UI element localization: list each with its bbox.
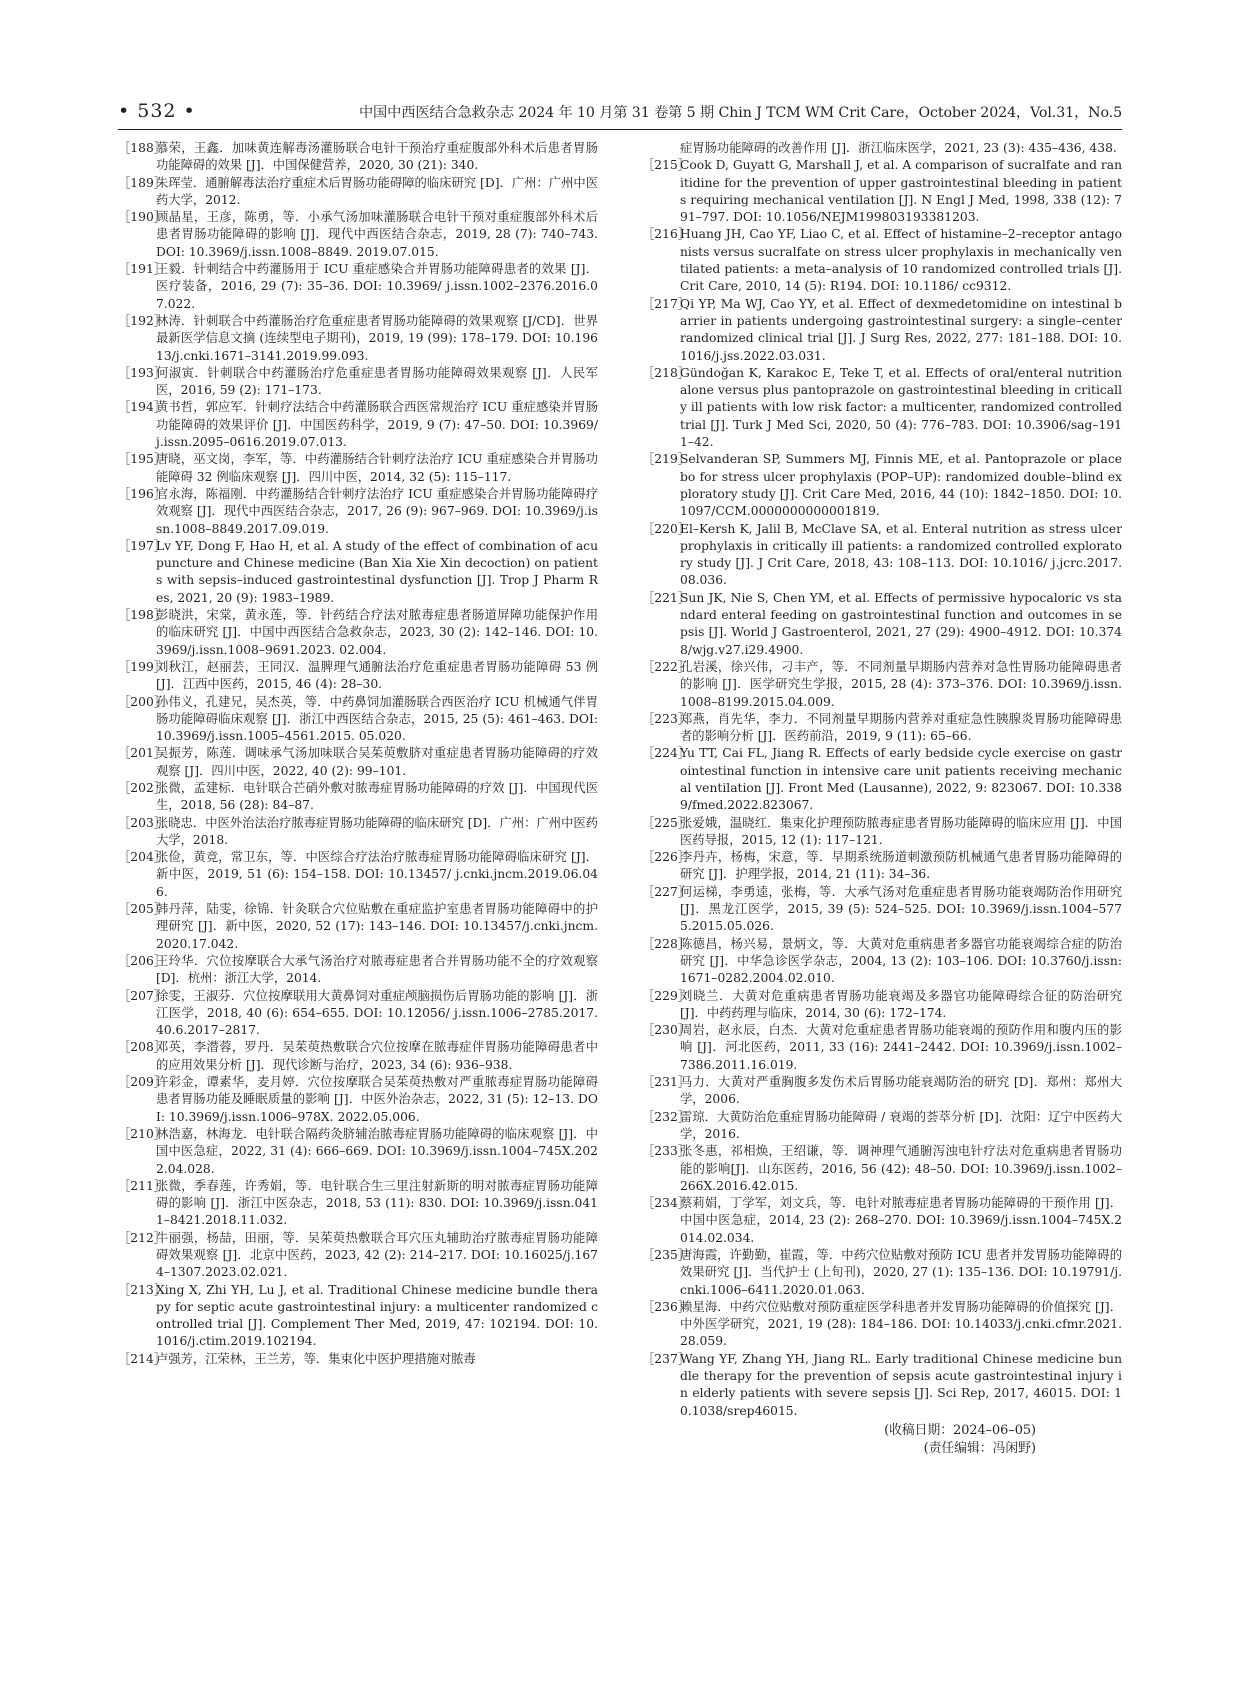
reference-item: [118, 988, 598, 1040]
reference-number: ［191］: [118, 262, 167, 277]
reference-text: 黄书哲，郭应军．针刺疗法结合中药灌肠联合西医常规治疗 ICU 重症感染并胃肠功能障碍的效果评价 [J]．中国医药科学，2019, 9 (7): 47–50. DOI: 10.3969/j.issn.2095–0616.2019.07.013.: [156, 400, 598, 450]
reference-text: 陈德昌，杨兴易，景炳文，等．大黄对危重病患者多器官功能衰竭综合症的防治研究 [J]．中华急诊医学杂志，2004, 13 (2): 103–106. DOI: 10.3760/j.issn:1671–0282.2004.02.010.: [680, 936, 1122, 986]
reference-number: ［214］: [118, 1351, 167, 1366]
reference-text: 王玲华．穴位按摩联合大承气汤治疗对脓毒症患者合并胃肠功能不全的疗效观察 [D]．杭州：浙江大学，2014.: [156, 953, 598, 986]
reference-item: [642, 365, 1122, 451]
reference-number: ［229］: [642, 988, 691, 1003]
reference-text: 彭晓洪，宋棠，黄永莲，等．针药结合疗法对脓毒症患者肠道屏障功能保护作用的临床研究 [J]．中国中西医结合急救杂志，2023, 30 (2): 142–146. DOI: 10.3969/j.issn.1008–9691.2023. 02.004.: [156, 608, 598, 657]
reference-number: ［188］: [118, 141, 167, 155]
reference-item: [118, 365, 598, 400]
reference-number: ［205］: [118, 902, 167, 917]
reference-text: 李丹卉，杨梅，宋意，等．早期系统肠道刺激预防机械通气患者胃肠功能障碍的研究 [J]．护理学报，2014, 21 (11): 34–36.: [680, 850, 1122, 882]
reference-number: ［202］: [118, 780, 167, 795]
reference-item: [642, 711, 1122, 746]
reference-text: 刘晓兰．大黄对危重病患者胃肠功能衰竭及多器官功能障碍综合征的防治研究 [J]．中药药理与临床，2014, 30 (6): 172–174.: [680, 988, 1122, 1020]
reference-item: [118, 538, 598, 607]
reference-item: [642, 849, 1122, 884]
reference-text: 顾晶星，王彦，陈勇，等．小承气汤加味灌肠联合电针干预对重症腹部外科术后患者胃肠功能障碍的影响 [J]．现代中西医结合杂志，2019, 28 (7): 740–743. DOI: 10.3969/j.issn.1008–8849. 2019.07.015.: [156, 210, 598, 259]
reference-number: ［207］: [118, 988, 167, 1003]
reference-text: 张微，季春莲，许秀娟，等．电针联合生三里注射新斯的明对脓毒症胃肠功能障碍的影响 [J]．浙江中医杂志，2018, 53 (11): 830. DOI: 10.3969/j.issn.0411–8421.2018.11.032.: [156, 1178, 598, 1228]
reference-list-right: [642, 157, 1122, 1420]
reference-text: 唐晓，巫文岗，李军，等．中药灌肠结合针刺疗法治疗 ICU 重症感染合并胃肠功能障碍 32 例临床观察 [J]．四川中医，2014, 32 (5): 115–117.: [156, 452, 598, 484]
reference-number: ［199］: [118, 659, 167, 674]
reference-text: 朱珲莹．通腑解毒法治疗重症术后胃肠功能碍障的临床研究 [D]．广州：广州中医药大学，2012.: [156, 175, 598, 207]
reference-number: ［196］: [118, 486, 167, 501]
reference-number: ［216］: [642, 227, 691, 242]
reference-text: 郑燕，肖先华，李力．不同剂量早期肠内营养对重症急性胰腺炎胃肠功能障碍患者的影响分析 [J]．医药前沿，2019, 9 (11): 65–66.: [680, 711, 1122, 744]
reference-text: 张晓忠．中医外治法治疗脓毒症胃肠功能障碍的临床研究 [D]．广州：广州中医药大学，2018.: [156, 815, 598, 847]
reference-text: 徐雯，王淑芬．穴位按摩联用大黄鼻饲对重症颅脑损伤后胃肠功能的影响 [J]．浙江医学，2018, 40 (6): 654–655. DOI: 10.12056/ j.issn.1006–2785.2017.40.6.2017–2817.: [156, 988, 598, 1038]
reference-item: [642, 296, 1122, 365]
article-footer: [642, 1422, 1122, 1458]
reference-item: [118, 694, 598, 746]
reference-item: [118, 209, 598, 261]
reference-number: ［194］: [118, 400, 167, 415]
reference-item: [118, 1074, 598, 1126]
page-number: • 532 •: [118, 100, 196, 122]
reference-item: [118, 745, 598, 780]
reference-text: 雷琼．大黄防治危重症胃肠功能障碍 / 衰竭的荟萃分析 [D]．沈阳：辽宁中医药大学，2016.: [680, 1109, 1122, 1141]
reference-text: 张爱娥，温晓红．集束化护理预防脓毒症患者胃肠功能障碍的临床应用 [J]．中国医药导报，2015, 12 (1): 117–121.: [680, 815, 1122, 847]
reference-text: 马力．大黄对严重胸腹多发伤术后胃肠功能衰竭防治的研究 [D]．郑州：郑州大学，2006.: [680, 1075, 1122, 1107]
reference-item: [118, 953, 598, 988]
reference-item: [118, 1039, 598, 1074]
reference-number: ［204］: [118, 850, 167, 865]
reference-item: [642, 1351, 1122, 1420]
reference-text: 牛丽强，杨喆，田丽，等．吴茱萸热敷联合耳穴压丸辅助治疗脓毒症胃肠功能障碍效果观察 [J]．北京中医药，2023, 42 (2): 214–217. DOI: 10.16025/j.1674–1307.2023.02.021.: [156, 1230, 598, 1280]
reference-number: ［235］: [642, 1248, 691, 1262]
reference-text: 唐海霞，许勤勤，崔霞，等．中药穴位贴敷对预防 ICU 患者并发胃肠功能障碍的效果研究 [J]．当代护士 (上旬刊)，2020, 27 (1): 135–136. DOI: 10.19791/j.cnki.1006–6411.2020.01.063.: [680, 1248, 1122, 1297]
reference-item: [642, 815, 1122, 850]
reference-item: [642, 988, 1122, 1023]
reference-text: 何淑寅．针刺联合中药灌肠治疗危重症患者胃肠功能障碍效果观察 [J]．人民军医，2016, 59 (2): 171–173.: [156, 365, 598, 398]
reference-text: Cook D, Guyatt G, Marshall J, et al. A comparison of sucralfate and ranitidine for the prevention of upper gastrointestinal bleeding in patients requiring mechanical ventilation [J]. N Engl J Med, 1998, 338 (12): 791–797. DOI: 10.1056/NEJM199803193381203.: [680, 158, 1122, 225]
reference-text: 许彩金，谭素华，麦月婷．穴位按摩联合吴茱萸热敷对严重脓毒症胃肠功能障碍患者胃肠功能及睡眠质量的影响 [J]．中医外治杂志，2022, 31 (5): 12–13. DOI: 10.3969/j.issn.1006–978X. 2022.05.006.: [156, 1075, 598, 1124]
reference-number: ［223］: [642, 711, 691, 726]
reference-number: ［231］: [642, 1075, 691, 1090]
reference-item: [642, 1109, 1122, 1144]
reference-item: [642, 745, 1122, 814]
page-header: [118, 100, 1122, 128]
reference-number: ［200］: [118, 694, 167, 709]
reference-item: [118, 399, 598, 451]
reference-number: ［225］: [642, 815, 691, 830]
reference-item: [118, 140, 598, 175]
reference-text: 周岩，赵永辰，白杰．大黄对危重症患者胃肠功能衰竭的预防作用和腹内压的影响 [J]．河北医药，2011, 33 (16): 2441–2442. DOI: 10.3969/j.issn.1002–7386.2011.16.019.: [680, 1023, 1122, 1072]
reference-number: ［220］: [642, 521, 691, 536]
reference-text: 卢强芳，江荣林，王兰芳，等．集束化中医护理措施对脓毒: [156, 1351, 476, 1366]
reference-item: [118, 1126, 598, 1178]
reference-text: 刘秋江，赵丽芸，王同汉．温脾理气通腑法治疗危重症患者胃肠功能障碍 53 例 [J]．江西中医药，2015, 46 (4): 28–30.: [156, 659, 598, 692]
reference-item: [118, 451, 598, 486]
left-column: [118, 140, 598, 1368]
reference-text: 孔岩溪，徐兴伟，刁丰产，等．不同剂量早期肠内营养对急性胃肠功能障碍患者的影响 [J]．医学研究生学报，2015, 28 (4): 373–376. DOI: 10.3969/j.issn.1008–8199.2015.04.009.: [680, 659, 1122, 709]
reference-text: Sun JK, Nie S, Chen YM, et al. Effects of permissive hypocaloric vs standard enteral feeding on gastrointestinal function and outcomes in sepsis [J]. World J Gastroenterol, 2021, 27 (29): 4900–4912. DOI: 10.3748/wjg.v27.i29.4900.: [680, 590, 1122, 657]
reference-continuation: 症胃肠功能障碍的改善作用 [J]．浙江临床医学，2021, 23 (3): 435–436, 438.: [680, 141, 1117, 155]
reference-text: Selvanderan SP, Summers MJ, Finnis ME, et al. Pantoprazole or placebo for stress ulcer prophylaxis (POP–UP): randomized double–blind exploratory study [J]. Crit Care Med, 2016, 44 (10): 1842–1850. DOI: 10.1097/CCM.0000000000001819.: [680, 452, 1122, 519]
reference-number: ［201］: [118, 746, 167, 761]
reference-item: [642, 451, 1122, 520]
reference-number: ［195］: [118, 452, 167, 467]
reference-text: El–Kersh K, Jalil B, McClave SA, et al. Enteral nutrition as stress ulcer prophylaxis in critically ill patients: a randomized controlled exploratory study [J]. J Crit Care, 2018, 43: 108–113. DOI: 10.1016/ j.jcrc.2017.08.036.: [680, 521, 1122, 588]
reference-item: [642, 590, 1122, 659]
responsible-editor: (责任编辑：冯闲野): [923, 1440, 1036, 1456]
reference-item: [642, 226, 1122, 295]
reference-number: ［190］: [118, 210, 167, 225]
reference-text: 韩丹萍，陆雯，徐锦．针灸联合穴位贴敷在重症监护室患者胃肠功能障碍中的护理研究 [J]．新中医，2020, 52 (17): 143–146. DOI: 10.13457/j.cnki.jncm.2020.17.042.: [156, 902, 598, 951]
reference-number: ［192］: [118, 313, 167, 328]
reference-number: ［236］: [642, 1299, 691, 1314]
reference-text: 吴振芳，陈莲．调味承气汤加味联合吴茱萸敷脐对重症患者胃肠功能障碍的疗效观察 [J]．四川中医，2022, 40 (2): 99–101.: [156, 746, 598, 778]
reference-text: 张俭，黄竞，常卫东，等．中医综合疗法治疗脓毒症胃肠功能障碍临床研究 [J]．新中医，2019, 51 (6): 154–158. DOI: 10.13457/ j.cnki.jncm.2019.06.046.: [156, 850, 598, 899]
reference-number: ［219］: [642, 452, 691, 467]
reference-item: [118, 849, 598, 901]
reference-number: ［197］: [118, 538, 167, 553]
reference-number: ［222］: [642, 659, 691, 674]
reference-item: [118, 659, 598, 694]
reference-text: 慕荣，王鑫．加味黄连解毒汤灌肠联合电针干预治疗重症腹部外科术后患者胃肠功能障碍的效果 [J]．中国保健营养，2020, 30 (21): 340.: [156, 141, 598, 173]
reference-item: [642, 1074, 1122, 1109]
reference-item: [118, 1282, 598, 1351]
reference-item: [118, 607, 598, 659]
reference-number: ［203］: [118, 815, 167, 830]
reference-number: ［226］: [642, 850, 691, 865]
reference-item: [118, 1351, 598, 1368]
reference-number: ［221］: [642, 590, 691, 605]
reference-item: [642, 1143, 1122, 1195]
received-date: (收稿日期：2024–06–05): [884, 1422, 1036, 1438]
right-column: [642, 140, 1122, 1458]
reference-text: Qi YP, Ma WJ, Cao YY, et al. Effect of dexmedetomidine on intestinal barrier in patients undergoing gastrointestinal surgery: a single–center randomized clinical trial [J]. J Surg Res, 2022, 277: 181–188. DOI: 10.1016/j.jss.2022.03.031.: [680, 296, 1122, 363]
reference-number: ［213］: [118, 1282, 167, 1297]
reference-item: [642, 659, 1122, 711]
reference-text: 林涛．针刺联合中药灌肠治疗危重症患者胃肠功能障碍的效果观察 [J/CD]．世界最新医学信息文摘 (连续型电子期刊)，2019, 19 (99): 178–179. DOI: 10.19613/j.cnki.1671–3141.2019.99.093.: [156, 313, 598, 363]
reference-number: ［228］: [642, 936, 691, 951]
reference-item: [118, 313, 598, 365]
header-rule: [118, 129, 1122, 130]
reference-item: [118, 175, 598, 210]
journal-running-head: 中国中西医结合急救杂志 2024 年 10 月第 31 卷第 5 期 Chin J TCM WM Crit Care，October 2024，Vol.31，No.5: [358, 105, 1122, 121]
reference-text: 孙伟义，孔建兄，吴杰英，等．中药鼻饲加灌肠联合西医治疗 ICU 机械通气伴胃肠功能障碍临床观察 [J]．浙江中西医结合杂志，2015, 25 (5): 461–463. DOI: 10.3969/j.issn.1005–4561.2015. 05.020.: [156, 694, 598, 744]
reference-item: [118, 901, 598, 953]
reference-text: 蔡莉娟，丁学军，刘文兵，等．电针对脓毒症患者胃肠功能障碍的干预作用 [J]．中国中医急症，2014, 23 (2): 268–270. DOI: 10.3969/j.issn.1004–745X.2014.02.034.: [680, 1196, 1122, 1245]
reference-number: ［189］: [118, 175, 167, 190]
reference-item: [642, 157, 1122, 226]
reference-text: Yu TT, Cai FL, Jiang R. Effects of early bedside cycle exercise on gastrointestinal function in intensive care unit patients receiving mechanical ventilation [J]. Front Med (Lausanne), 2022, 9: 823067. DOI: 10.3389/fmed.2022.823067.: [680, 746, 1122, 813]
reference-text: 林浩嘉，林海龙．电针联合隔药灸脐辅治脓毒症胃肠功能障碍的临床观察 [J]．中国中医急症，2022, 31 (4): 666–669. DOI: 10.3969/j.issn.1004–745X.2022.04.028.: [156, 1126, 598, 1176]
reference-number: ［233］: [642, 1144, 691, 1159]
reference-item: [118, 261, 598, 313]
reference-number: ［218］: [642, 365, 691, 380]
reference-number: ［193］: [118, 365, 167, 380]
reference-item: [642, 1022, 1122, 1074]
reference-item: [642, 1299, 1122, 1351]
reference-number: ［209］: [118, 1075, 167, 1090]
reference-number: ［227］: [642, 884, 691, 899]
reference-text: 张冬惠，祁相焕，王绍谦，等．调神理气通腑泻浊电针疗法对危重病患者胃肠功能的影响[J]．山东医药，2016, 56 (42): 48–50. DOI: 10.3969/j.issn.1002–266X.2016.42.015.: [680, 1144, 1122, 1193]
reference-text: Wang YF, Zhang YH, Jiang RL. Early traditional Chinese medicine bundle therapy for the prevention of sepsis acute gastrointestinal injury in elderly patients with severe sepsis [J]. Sci Rep, 2017, 46015. DOI: 10.1038/srep46015.: [680, 1351, 1122, 1418]
reference-text: 王毅．针刺结合中药灌肠用于 ICU 重症感染合并胃肠功能障碍患者的效果 [J]．医疗装备，2016, 29 (7): 35–36. DOI: 10.3969/ j.issn.1002–2376.2016.07.022.: [156, 262, 598, 311]
reference-number: ［232］: [642, 1109, 691, 1124]
reference-text: 赖星海．中药穴位贴敷对预防重症医学科患者并发胃肠功能障碍的价值探究 [J]．中外医学研究，2021, 19 (28): 184–186. DOI: 10.14033/j.cnki.cfmr.2021.28.059.: [680, 1299, 1122, 1349]
reference-text: 邓英，李潜蓉，罗丹．吴茱萸热敷联合穴位按摩在脓毒症伴胃肠功能障碍患者中的应用效果分析 [J]．现代诊断与治疗，2023, 34 (6): 936–938.: [156, 1040, 598, 1072]
reference-text: Gündoğan K, Karakoc E, Teke T, et al. Effects of oral/enteral nutrition alone versus plus pantoprazole on gastrointestinal bleeding in critically ill patients with low risk factor: a multicenter, randomized controlled trial [J]. Turk J Med Sci, 2020, 50 (4): 776–783. DOI: 10.3906/sag–1911–42.: [680, 365, 1122, 450]
reference-text: 官永海，陈福刚．中药灌肠结合针刺疗法治疗 ICU 重症感染合并胃肠功能障碍疗效观察 [J]．现代中西医结合杂志，2017, 26 (9): 967–969. DOI: 10.3969/j.issn.1008–8849.2017.09.019.: [156, 486, 598, 536]
reference-number: ［212］: [118, 1230, 167, 1245]
reference-number: ［211］: [118, 1178, 167, 1193]
reference-item: [642, 1247, 1122, 1299]
reference-item: [118, 780, 598, 815]
reference-number: ［198］: [118, 608, 167, 623]
reference-number: ［210］: [118, 1126, 167, 1141]
reference-item: [642, 1195, 1122, 1247]
reference-item: [118, 1230, 598, 1282]
reference-number: ［206］: [118, 953, 167, 968]
reference-number: ［234］: [642, 1196, 691, 1211]
reference-item: [642, 884, 1122, 936]
reference-text: 何运梯，李勇逵，张梅，等．大承气汤对危重症患者胃肠功能衰竭防治作用研究 [J]．黑龙江医学，2015, 39 (5): 524–525. DOI: 10.3969/j.issn.1004–5775.2015.05.026.: [680, 884, 1122, 934]
reference-number: ［208］: [118, 1040, 167, 1055]
reference-number: ［224］: [642, 746, 691, 761]
reference-text: Huang JH, Cao YF, Liao C, et al. Effect of histamine–2–receptor antagonists versus sucralfate on stress ulcer prophylaxis in mechanically ventilated patients: a meta–analysis of 10 randomized controlled trials [J]. Crit Care, 2010, 14 (5): R194. DOI: 10.1186/ cc9312.: [680, 227, 1122, 294]
reference-number: ［230］: [642, 1023, 691, 1038]
reference-item: [642, 936, 1122, 988]
reference-item: [118, 1178, 598, 1230]
reference-item: [118, 815, 598, 850]
reference-number: ［215］: [642, 158, 691, 173]
reference-item: [642, 521, 1122, 590]
reference-number: ［217］: [642, 296, 691, 311]
reference-text: Lv YF, Dong F, Hao H, et al. A study of the effect of combination of acupuncture and Chinese medicine (Ban Xia Xie Xin decoction) on patients with sepsis–induced gastrointestinal dysfunction [J]. Trop J Pharm Res, 2021, 20 (9): 1983–1989.: [156, 538, 598, 605]
reference-text: Xing X, Zhi YH, Lu J, et al. Traditional Chinese medicine bundle therapy for septic acute gastrointestinal injury: a multicenter randomized controlled trial [J]. Complement Ther Med, 2019, 47: 102194. DOI: 10.1016/j.ctim.2019.102194.: [156, 1282, 598, 1349]
reference-item: [118, 486, 598, 538]
reference-number: ［237］: [642, 1351, 691, 1366]
reference-text: 张微，孟建标．电针联合芒硝外敷对脓毒症胃肠功能障碍的疗效 [J]．中国现代医生，2018, 56 (28): 84–87.: [156, 780, 598, 813]
